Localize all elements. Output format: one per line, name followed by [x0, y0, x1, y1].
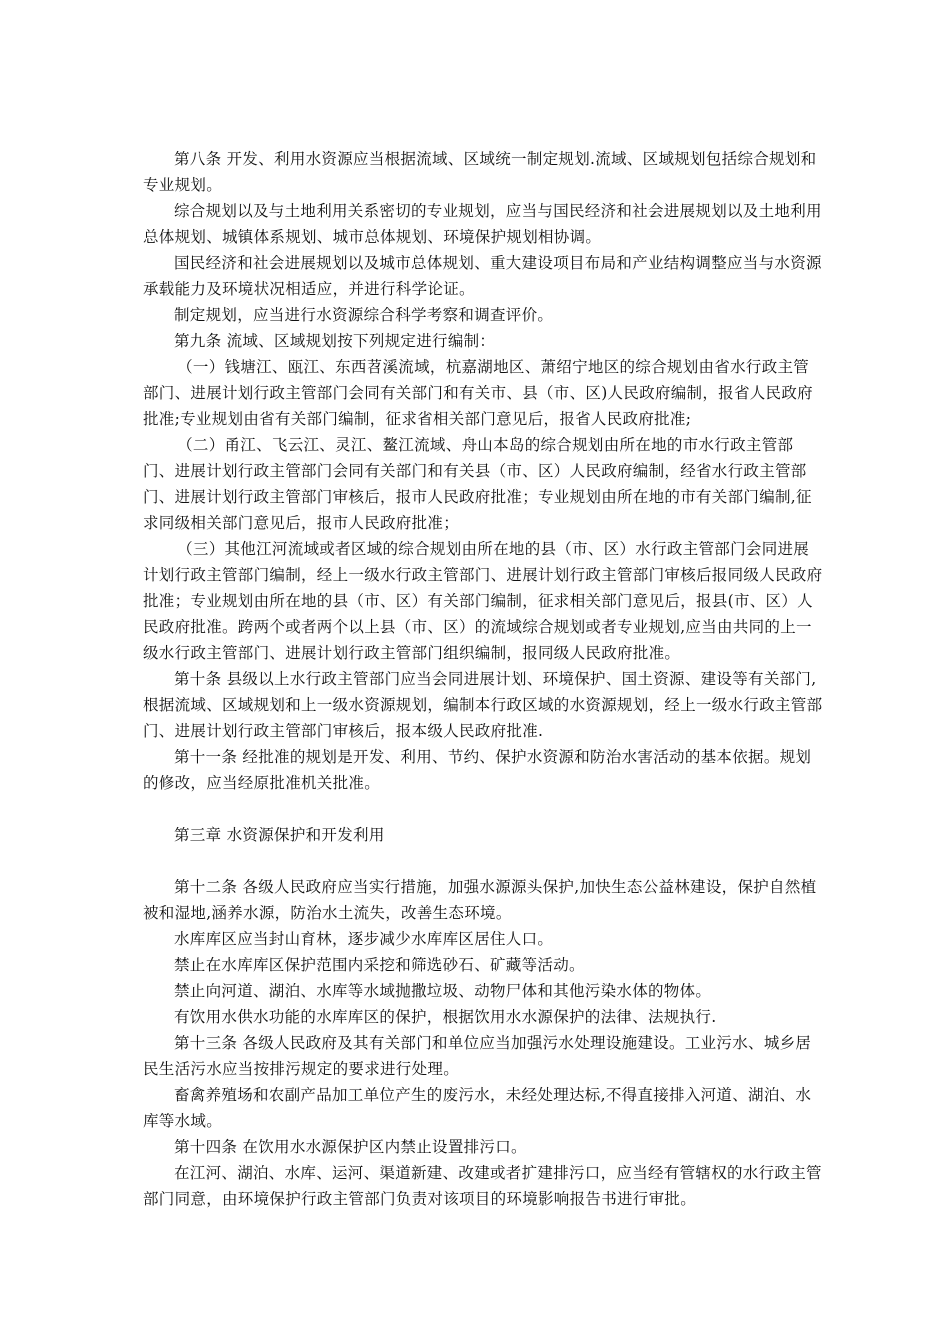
- spacer: [143, 848, 823, 874]
- spacer: [143, 796, 823, 822]
- paragraph-article-14: 第十四条 在饮用水水源保护区内禁止设置排污口。: [174, 1138, 527, 1156]
- paragraph-livestock-wastewater: 畜禽养殖场和农副产品加工单位产生的废污水，未经处理达标,不得直接排入河道、湖泊、水库等水域。: [143, 1086, 812, 1130]
- paragraph-reservoir-forest: 水库库区应当封山育林，逐步减少水库库区居住人口。: [174, 930, 554, 948]
- document-body: [143, 146, 823, 1212]
- paragraph-article-13: 第十三条 各级人民政府及其有关部门和单位应当加强污水处理设施建设。工业污水、城乡居民生活污水应当按排污规定的要求进行处理。: [143, 1034, 812, 1078]
- paragraph-drinking-reservoir: 有饮用水供水功能的水库库区的保护，根据饮用水水源保护的法律、法规执行.: [174, 1008, 717, 1026]
- list-item-3: （三）其他江河流域或者区域的综合规划由所在地的县（市、区）水行政主管部门会同进展计划行政主管部门编制，经上一级水行政主管部门、进展计划行政主管部门审核后报同级人民政府批准；专业规划由所在地的县（市、区）有关部门编制，征求相关部门意见后，报县(市、区）人民政府批准。跨两个或者两个以上县（市、区）的流域综合规划或者专业规划,应当由共同的上一级水行政主管部门、进展计划行政主管部门组织编制，报同级人民政府批准。: [143, 540, 823, 662]
- paragraph-no-dumping: 禁止向河道、湖泊、水库等水域抛撒垃圾、动物尸体和其他污染水体的物体。: [174, 982, 712, 1000]
- chapter-heading: 第三章 水资源保护和开发利用: [174, 826, 385, 844]
- list-item-2: （二）甬江、飞云江、灵江、鳌江流域、舟山本岛的综合规划由所在地的市水行政主管部门、进展计划行政主管部门会同有关部门和有关县（市、区）人民政府编制，经省水行政主管部门、进展计划行政主管部门审核后，报市人民政府批准；专业规划由所在地的市有关部门编制,征求同级相关部门意见后，报市人民政府批准；: [143, 436, 812, 532]
- paragraph-no-sand-mining: 禁止在水库库区保护范围内采挖和筛选砂石、矿藏等活动。: [174, 956, 585, 974]
- list-item-1: （一）钱塘江、瓯江、东西苕溪流域，杭嘉湖地区、萧绍宁地区的综合规划由省水行政主管部门、进展计划行政主管部门会同有关部门和有关市、县（市、区)人民政府编制，报省人民政府批准;专业规划由省有关部门编制，征求省相关部门意见后，报省人民政府批准;: [143, 358, 813, 428]
- paragraph-article-9: 第九条 流域、区域规划按下列规定进行编制：: [174, 332, 496, 350]
- paragraph-article-11: 第十一条 经批准的规划是开发、利用、节约、保护水资源和防治水害活动的基本依据。规划的修改，应当经原批准机关批准。: [143, 748, 812, 792]
- paragraph-comprehensive-planning: 综合规划以及与土地利用关系密切的专业规划，应当与国民经济和社会进展规划以及土地利用总体规划、城镇体系规划、城市总体规划、环境保护规划相协调。: [143, 202, 822, 246]
- paragraph-article-8: 第八条 开发、利用水资源应当根据流域、区域统一制定规划.流域、区域规划包括综合规划和专业规划。: [143, 150, 817, 194]
- paragraph-economic-planning: 国民经济和社会进展规划以及城市总体规划、重大建设项目布局和产业结构调整应当与水资源承载能力及环境状况相适应，并进行科学论证。: [143, 254, 822, 298]
- paragraph-outfall-approval: 在江河、湖泊、水库、运河、渠道新建、改建或者扩建排污口，应当经有管辖权的水行政主管部门同意，由环境保护行政主管部门负责对该项目的环境影响报告书进行审批。: [143, 1164, 822, 1208]
- paragraph-planning-survey: 制定规划，应当进行水资源综合科学考察和调查评价。: [174, 306, 554, 324]
- paragraph-article-12: 第十二条 各级人民政府应当实行措施，加强水源源头保护,加快生态公益林建设，保护自然植被和湿地,涵养水源，防治水土流失，改善生态环境。: [143, 878, 817, 922]
- paragraph-article-10: 第十条 县级以上水行政主管部门应当会同进展计划、环境保护、国土资源、建设等有关部门,根据流域、区域规划和上一级水资源规划，编制本行政区域的水资源规划，经上一级水行政主管部门、进展计划行政主管部门审核后，报本级人民政府批准.: [143, 670, 823, 740]
